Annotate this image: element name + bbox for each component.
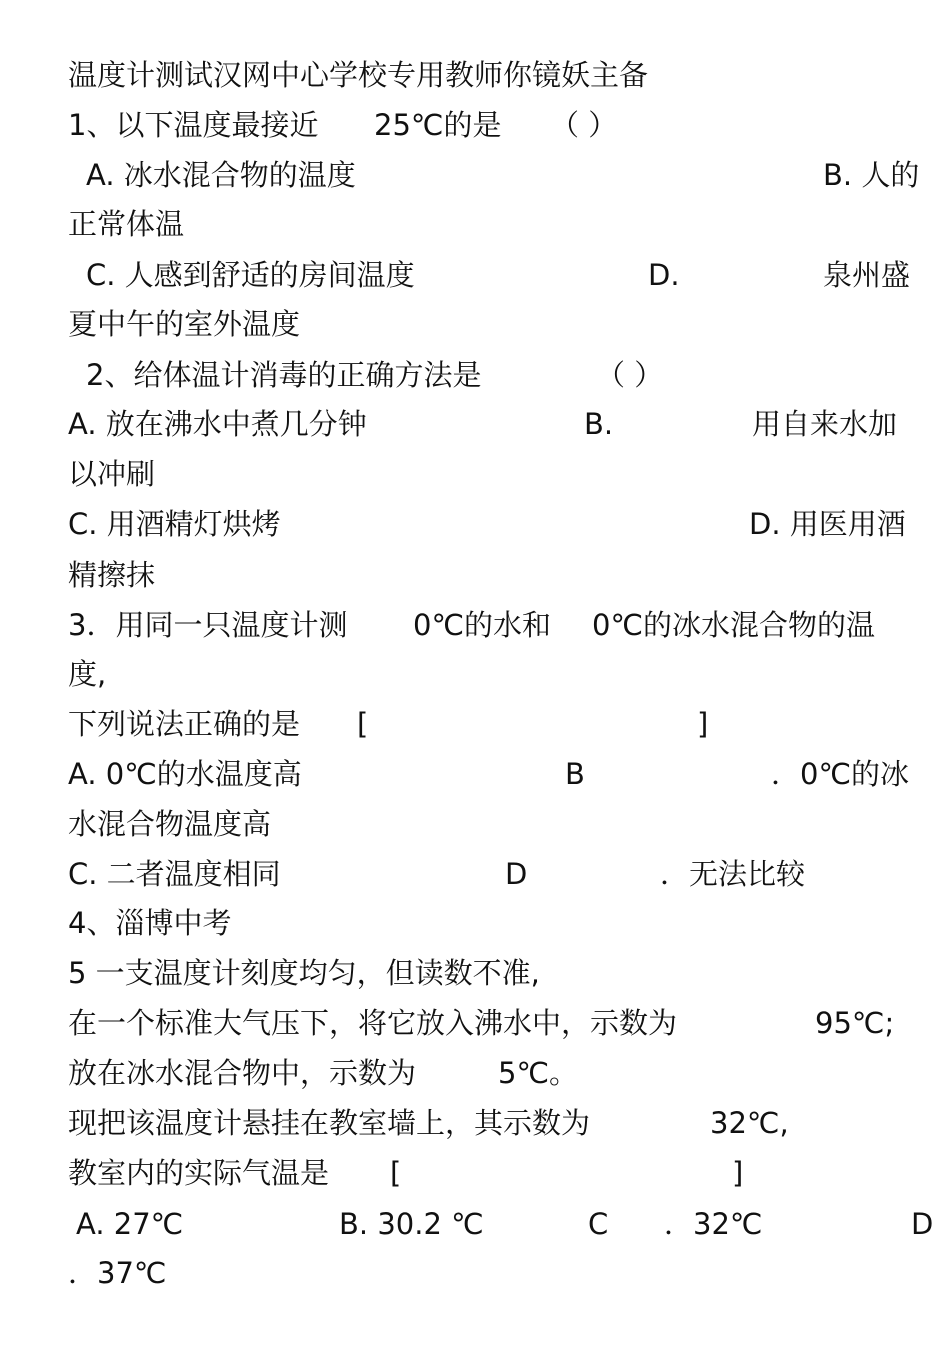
q1-option-b-cont: 正常体温 — [68, 207, 185, 241]
q5-option-d-letter: D — [911, 1207, 934, 1241]
q3-stem-3: 0℃的冰水混合物的温 — [592, 608, 876, 642]
q2-option-d: D. 用医用酒 — [749, 507, 906, 541]
q5-line-3: 放在冰水混合物中，示数为 — [68, 1056, 417, 1090]
q3-question: 下列说法正确的是 — [68, 707, 301, 741]
q5-question: 教室内的实际气温是 — [68, 1156, 330, 1190]
q4-text: 4、淄博中考 — [68, 906, 232, 940]
q5-option-b: B. 30.2 ℃ — [339, 1207, 484, 1241]
q3-option-b-letter: B — [565, 757, 585, 791]
q2-option-b-cont: 以冲刷 — [68, 457, 156, 491]
q2-answer-paren: （ ） — [596, 358, 664, 392]
q1-option-c: C. 人感到舒适的房间温度 — [86, 258, 415, 292]
q2-option-b: 用自来水加 — [752, 407, 898, 441]
q1-option-d: 泉州盛 — [823, 258, 911, 292]
q5-bracket-close: ] — [732, 1156, 744, 1190]
q3-stem-1: 3．用同一只温度计测 — [68, 608, 348, 642]
q1-option-d-cont: 夏中午的室外温度 — [68, 307, 301, 341]
q5-line-4: 现把该温度计悬挂在教室墙上，其示数为 — [68, 1106, 591, 1140]
q1-stem-value: 25℃的是 — [374, 108, 502, 142]
q3-option-d: ．无法比较 — [660, 857, 806, 891]
q2-option-c: C. 用酒精灯烘烤 — [68, 507, 281, 541]
q5-option-c-letter: C — [588, 1207, 609, 1241]
q3-stem-cont: 度, — [68, 657, 107, 691]
q2-option-a: A. 放在沸水中煮几分钟 — [68, 407, 367, 441]
q3-option-a: A. 0℃的水温度高 — [68, 757, 302, 791]
q5-bracket-open: [ — [390, 1156, 402, 1190]
q1-option-d-letter: D. — [648, 258, 680, 292]
q2-stem: 2、给体温计消毒的正确方法是 — [86, 358, 482, 392]
q5-line-2-value: 95℃; — [815, 1006, 895, 1040]
q1-option-b: B. 人的 — [823, 158, 920, 192]
q3-bracket-open: [ — [357, 707, 369, 741]
q5-line-2: 在一个标准大气压下，将它放入沸水中，示数为 — [68, 1006, 678, 1040]
q1-answer-paren: （ ） — [550, 108, 618, 142]
q3-option-b: ．0℃的冰 — [771, 757, 910, 791]
q1-stem: 1、以下温度最接近 — [68, 108, 319, 142]
q5-option-d: ．37℃ — [68, 1256, 167, 1290]
q1-option-a: A. 冰水混合物的温度 — [86, 158, 356, 192]
q5-line-4-value: 32℃, — [710, 1106, 789, 1140]
q2-option-b-letter: B. — [584, 407, 614, 441]
q5-option-c: ．32℃ — [664, 1207, 763, 1241]
q5-option-a: A. 27℃ — [76, 1207, 184, 1241]
q3-option-d-letter: D — [505, 857, 528, 891]
q3-stem-2: 0℃的水和 — [413, 608, 552, 642]
q2-option-d-cont: 精擦抹 — [68, 558, 156, 592]
q3-option-c: C. 二者温度相同 — [68, 857, 281, 891]
q5-line-3-value: 5℃。 — [498, 1056, 579, 1090]
page-title: 温度计测试汉网中心学校专用教师你镜妖主备 — [68, 58, 649, 92]
q5-line-1: 5 一支温度计刻度均匀，但读数不准, — [68, 956, 540, 990]
q3-bracket-close: ] — [697, 707, 709, 741]
q3-option-b-cont: 水混合物温度高 — [68, 807, 272, 841]
